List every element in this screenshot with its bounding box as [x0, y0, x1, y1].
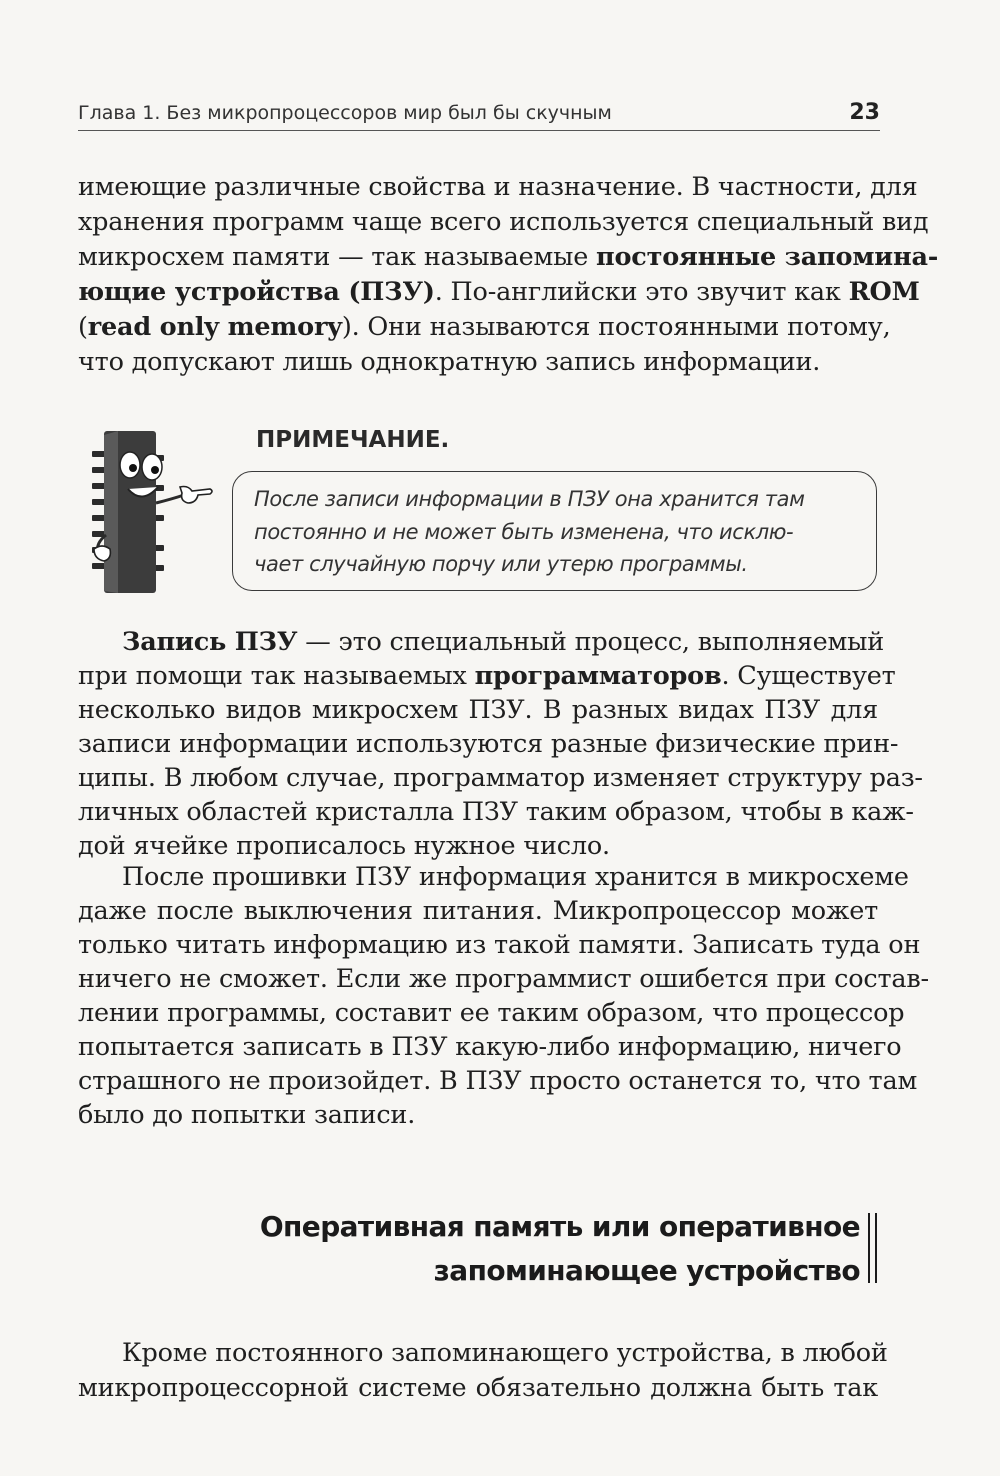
note-text-line: постоянно и не может быть изменена, что исклю- [254, 520, 794, 544]
section-heading-line: Оперативная память или оперативное [259, 1210, 860, 1243]
text-line: ничего не сможет. Если же программист ошибется при состав- [78, 964, 929, 994]
text-line: что допускают лишь однократную запись информации. [78, 347, 821, 377]
bold-term-pzu-cont: ющие устройства (ПЗУ) [78, 277, 435, 307]
text-line: ющие устройства (ПЗУ). По-английски это звучит как ROM [78, 277, 920, 307]
heading-double-rule [868, 1213, 877, 1283]
microchip-mascot-icon [92, 425, 217, 595]
text-line: дой ячейке прописалось нужное число. [78, 831, 610, 861]
note-text-line: чает случайную порчу или утерю программы. [254, 552, 748, 576]
text-line: было до попытки записи. [78, 1100, 416, 1130]
bold-term-programmatory: программаторов [474, 661, 722, 691]
bold-term-zapis-pzu: Запись ПЗУ [122, 627, 298, 657]
note-title: ПРИМЕЧАНИЕ. [256, 427, 450, 453]
bold-term-read-only-memory: read only memory [87, 312, 342, 342]
bold-term-rom: ROM [848, 277, 920, 307]
text-line: микропроцессорной системе обязательно должна быть так [78, 1373, 878, 1403]
text-line: Кроме постоянного запоминающего устройства, в любой [122, 1338, 888, 1368]
text-line: страшного не произойдет. В ПЗУ просто останется то, что там [78, 1066, 918, 1096]
text-line: даже после выключения питания. Микропроцессор может [78, 896, 878, 926]
running-head [78, 100, 880, 131]
text-line: Запись ПЗУ — это специальный процесс, выполняемый [122, 627, 885, 657]
text-line: лении программы, составит ее таким образом, что процессор [78, 998, 905, 1028]
text-line: попытается записать в ПЗУ какую-либо информацию, ничего [78, 1032, 902, 1062]
text-line: несколько видов микросхем ПЗУ. В разных видах ПЗУ для [78, 695, 878, 725]
text-line: ципы. В любом случае, программатор изменяет структуру раз- [78, 763, 923, 793]
text-line: микросхем памяти — так называемые постоянные запомина- [78, 242, 939, 272]
page-number: 23 [849, 100, 880, 125]
text-line: при помощи так называемых программаторов. Существует [78, 661, 896, 691]
text-line: После прошивки ПЗУ информация хранится в микросхеме [122, 862, 909, 892]
text-line: записи информации используются разные физические прин- [78, 729, 899, 759]
note-text-line: После записи информации в ПЗУ она хранится там [254, 487, 805, 511]
section-heading [260, 1205, 860, 1293]
text-line: хранения программ чаще всего используется специальный вид [78, 207, 929, 237]
text-line: имеющие различные свойства и назначение. В частности, для [78, 172, 918, 202]
text-line: (read only memory). Они называются постоянными потому, [78, 312, 891, 342]
bold-term-pzu: постоянные запомина- [596, 242, 939, 272]
section-heading-line: запоминающее устройство [433, 1254, 860, 1287]
chapter-title: Глава 1. Без микропроцессоров мир был бы скучным [78, 102, 612, 124]
text-line: только читать информацию из такой памяти. Записать туда он [78, 930, 921, 960]
text-line: личных областей кристалла ПЗУ таким образом, чтобы в каж- [78, 797, 914, 827]
